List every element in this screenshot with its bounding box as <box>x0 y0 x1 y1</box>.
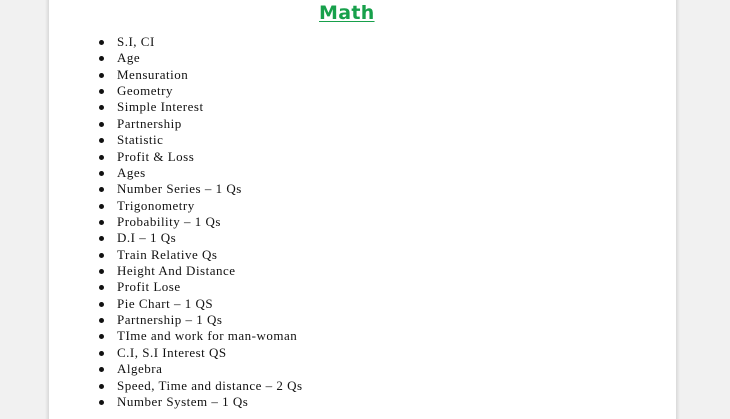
viewer-background-left <box>0 0 49 419</box>
topic-label: Simple Interest <box>117 99 204 115</box>
list-item <box>49 345 303 361</box>
topic-label: Trigonometry <box>117 197 195 213</box>
list-item <box>49 394 303 410</box>
bullet-icon <box>99 400 104 405</box>
bullet-icon <box>99 171 104 176</box>
topic-label: Algebra <box>117 361 163 377</box>
list-item <box>49 34 303 50</box>
topic-label: Profit Lose <box>117 279 181 295</box>
list-item <box>49 50 303 66</box>
list-item <box>49 328 303 344</box>
topic-label: Train Relative Qs <box>117 246 218 262</box>
topic-label: Probability – 1 Qs <box>117 213 221 229</box>
bullet-icon <box>99 155 104 160</box>
topic-label: Pie Chart – 1 QS <box>117 295 214 311</box>
bullet-icon <box>99 204 104 209</box>
bullet-icon <box>99 285 104 290</box>
list-item <box>49 99 303 115</box>
topic-label: Number System – 1 Qs <box>117 393 249 409</box>
list-item <box>49 296 303 312</box>
bullet-icon <box>99 318 104 323</box>
topic-label: Statistic <box>117 132 164 148</box>
bullet-icon <box>99 105 104 110</box>
bullet-icon <box>99 122 104 127</box>
topic-label: Profit & Loss <box>117 148 195 164</box>
topic-label: Age <box>117 50 141 66</box>
list-item <box>49 198 303 214</box>
list-item <box>49 378 303 394</box>
list-item <box>49 279 303 295</box>
topic-label: Partnership <box>117 115 182 131</box>
bullet-icon <box>99 367 104 372</box>
list-item <box>49 132 303 148</box>
list-item <box>49 247 303 263</box>
section-heading: Math <box>319 2 375 24</box>
topic-label: Ages <box>117 164 146 180</box>
topic-label: Geometry <box>117 83 173 99</box>
topic-label: Height And Distance <box>117 263 236 279</box>
bullet-icon <box>99 384 104 389</box>
topic-label: Partnership – 1 Qs <box>117 312 223 328</box>
bullet-icon <box>99 220 104 225</box>
bullet-icon <box>99 73 104 78</box>
list-item <box>49 263 303 279</box>
topic-label: Mensuration <box>117 66 189 82</box>
list-item <box>49 181 303 197</box>
list-item <box>49 67 303 83</box>
bullet-icon <box>99 351 104 356</box>
list-item <box>49 149 303 165</box>
bullet-icon <box>99 302 104 307</box>
bullet-icon <box>99 89 104 94</box>
topic-label: Number Series – 1 Qs <box>117 181 242 197</box>
topic-label: D.I – 1 Qs <box>117 230 177 246</box>
viewer-background-right <box>676 0 730 419</box>
topic-label: C.I, S.I Interest QS <box>117 344 227 360</box>
topic-list <box>49 34 303 410</box>
bullet-icon <box>99 187 104 192</box>
bullet-icon <box>99 40 104 45</box>
bullet-icon <box>99 236 104 241</box>
bullet-icon <box>99 253 104 258</box>
list-item <box>49 214 303 230</box>
list-item <box>49 230 303 246</box>
topic-label: Speed, Time and distance – 2 Qs <box>117 377 303 393</box>
bullet-icon <box>99 56 104 61</box>
list-item <box>49 83 303 99</box>
bullet-icon <box>99 138 104 143</box>
list-item <box>49 165 303 181</box>
page-shadow-right <box>676 0 680 419</box>
list-item <box>49 116 303 132</box>
bullet-icon <box>99 269 104 274</box>
bullet-icon <box>99 334 104 339</box>
topic-label: S.I, CI <box>117 34 155 49</box>
list-item <box>49 312 303 328</box>
list-item <box>49 361 303 377</box>
topic-label: TIme and work for man-woman <box>117 328 298 344</box>
